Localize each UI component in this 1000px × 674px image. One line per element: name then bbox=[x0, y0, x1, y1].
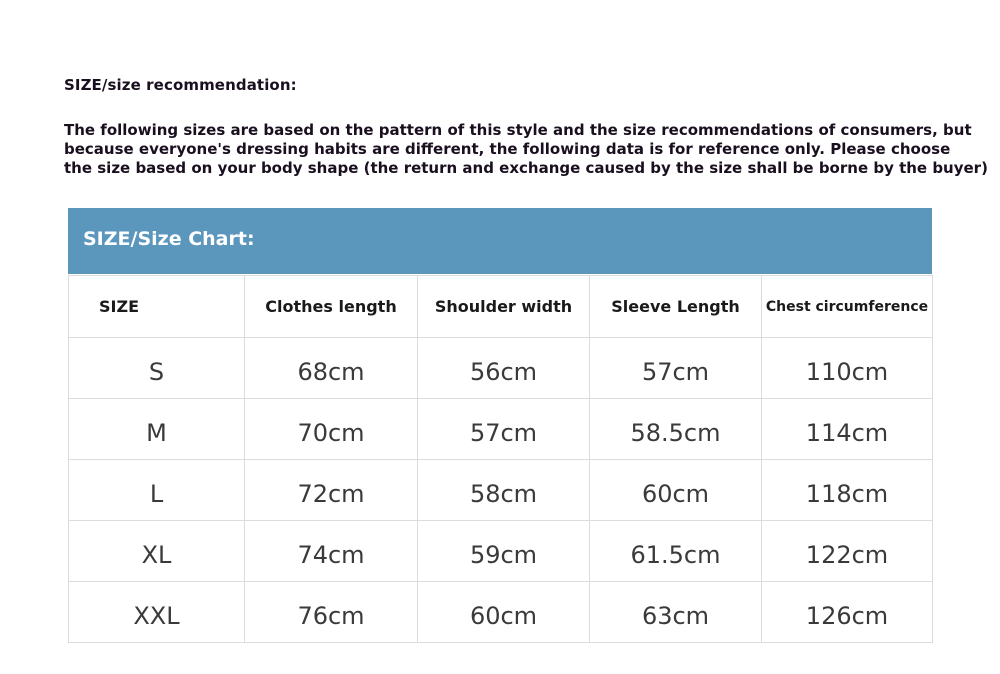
table-cell: 61.5cm bbox=[590, 521, 762, 582]
column-header-size: SIZE bbox=[69, 276, 245, 338]
column-header-sleeve-length: Sleeve Length bbox=[590, 276, 762, 338]
intro-line: The following sizes are based on the pattern of this style and the size recommendations of consumers, but bbox=[64, 121, 972, 139]
size-cell: XL bbox=[69, 521, 245, 582]
page-heading: SIZE/size recommendation: bbox=[64, 76, 297, 94]
table-cell: 58.5cm bbox=[590, 399, 762, 460]
table-row bbox=[69, 338, 933, 399]
table-row bbox=[69, 460, 933, 521]
table-cell: 58cm bbox=[418, 460, 590, 521]
size-cell: XXL bbox=[69, 582, 245, 643]
chart-title: SIZE/Size Chart: bbox=[83, 228, 255, 250]
column-header-clothes-length: Clothes length bbox=[245, 276, 418, 338]
table-cell: 57cm bbox=[590, 338, 762, 399]
size-table bbox=[68, 275, 933, 643]
table-cell: 126cm bbox=[762, 582, 933, 643]
table-cell: 57cm bbox=[418, 399, 590, 460]
table-cell: 72cm bbox=[245, 460, 418, 521]
column-header-shoulder-width: Shoulder width bbox=[418, 276, 590, 338]
table-header-row bbox=[69, 276, 933, 338]
table-cell: 118cm bbox=[762, 460, 933, 521]
size-cell: L bbox=[69, 460, 245, 521]
table-row bbox=[69, 521, 933, 582]
intro-line: because everyone's dressing habits are different, the following data is for reference only. Please choose bbox=[64, 140, 951, 158]
size-cell: S bbox=[69, 338, 245, 399]
table-cell: 60cm bbox=[590, 460, 762, 521]
size-chart bbox=[68, 208, 932, 647]
table-cell: 76cm bbox=[245, 582, 418, 643]
table-cell: 63cm bbox=[590, 582, 762, 643]
table-cell: 114cm bbox=[762, 399, 933, 460]
table-cell: 56cm bbox=[418, 338, 590, 399]
table-row bbox=[69, 399, 933, 460]
table-cell: 122cm bbox=[762, 521, 933, 582]
chart-title-bar bbox=[68, 208, 932, 274]
table-cell: 68cm bbox=[245, 338, 418, 399]
intro-paragraph bbox=[64, 121, 988, 178]
column-header-chest-circumference: Chest circumference bbox=[762, 276, 933, 338]
intro-line: the size based on your body shape (the return and exchange caused by the size shall be borne by the buyer) bbox=[64, 159, 988, 177]
table-cell: 110cm bbox=[762, 338, 933, 399]
table-cell: 59cm bbox=[418, 521, 590, 582]
size-cell: M bbox=[69, 399, 245, 460]
table-cell: 60cm bbox=[418, 582, 590, 643]
table-cell: 74cm bbox=[245, 521, 418, 582]
table-row bbox=[69, 582, 933, 643]
table-cell: 70cm bbox=[245, 399, 418, 460]
